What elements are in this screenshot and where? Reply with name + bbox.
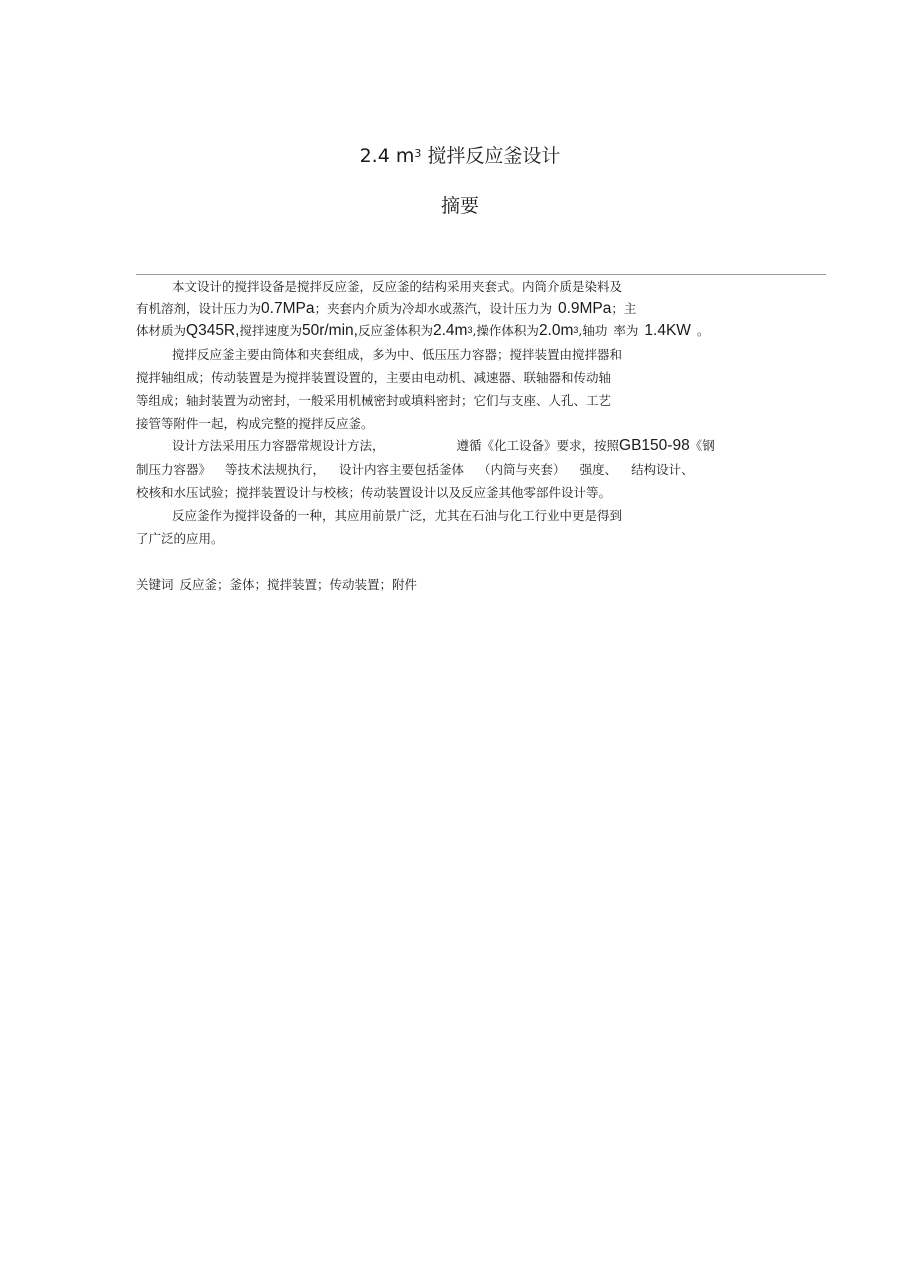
- keywords-text: 反应釜；釜体；搅拌装置；传动装置；附件: [179, 577, 418, 592]
- abstract-p4-line1: 反应釜作为搅拌设备的一种，其应用前景广泛，尤其在石油与化工行业中更是得到: [172, 508, 623, 523]
- abstract-p3-line3: 校核和水压试验；搅拌装置设计与校核；传动装置设计以及反应釜其他零部件设计等。: [136, 485, 612, 500]
- abstract-p1-line3: 体材质为Q345R,搅拌速度为50r/min,反应釜体积为$2.4m^3$,操作体积为$2.0m^3$,轴功 率为 1.4KW 。: [136, 322, 710, 339]
- abstract-p2-line1: 搅拌反应釜主要由筒体和夹套组成，多为中、低压压力容器；搅拌装置由搅拌器和: [172, 347, 623, 362]
- abstract-p1-line2: 有机溶剂，设计压力为0.7MPa；夹套内介质为冷却水或蒸汽，设计压力为 0.9MPa；主: [136, 300, 637, 317]
- document-title: 2.4 $m^3$ 搅拌反应釜设计: [359, 145, 561, 167]
- keywords-label: 关键词: [136, 577, 174, 592]
- abstract-p3-line2: 制压力容器》 等技术法规执行， 设计内容主要包括釜体 （内筒与夹套） 强度、 结构设计、: [136, 462, 694, 477]
- abstract-p1-line1: 本文设计的搅拌设备是搅拌反应釜，反应釜的结构采用夹套式。内筒介质是染料及: [172, 279, 623, 294]
- abstract-p2-line4: 接管等附件一起，构成完整的搅拌反应釜。: [136, 416, 374, 431]
- abstract-p4-line2: 了广泛的应用。: [136, 531, 224, 546]
- abstract-heading: 摘要: [440, 195, 479, 217]
- abstract-p2-line2: 搅拌轴组成；传动装置是为搅拌装置设置的，主要由电动机、减速器、联轴器和传动轴: [136, 370, 612, 385]
- keywords-line: [136, 577, 417, 593]
- abstract-p3-line1: 设计方法采用压力容器常规设计方法， 遵循《化工设备》要求，按照GB150-98《钢: [172, 437, 715, 454]
- divider-line: [136, 274, 826, 275]
- abstract-p2-line3: 等组成；轴封装置为动密封，一般采用机械密封或填料密封；它们与支座、人孔、工艺: [136, 393, 612, 408]
